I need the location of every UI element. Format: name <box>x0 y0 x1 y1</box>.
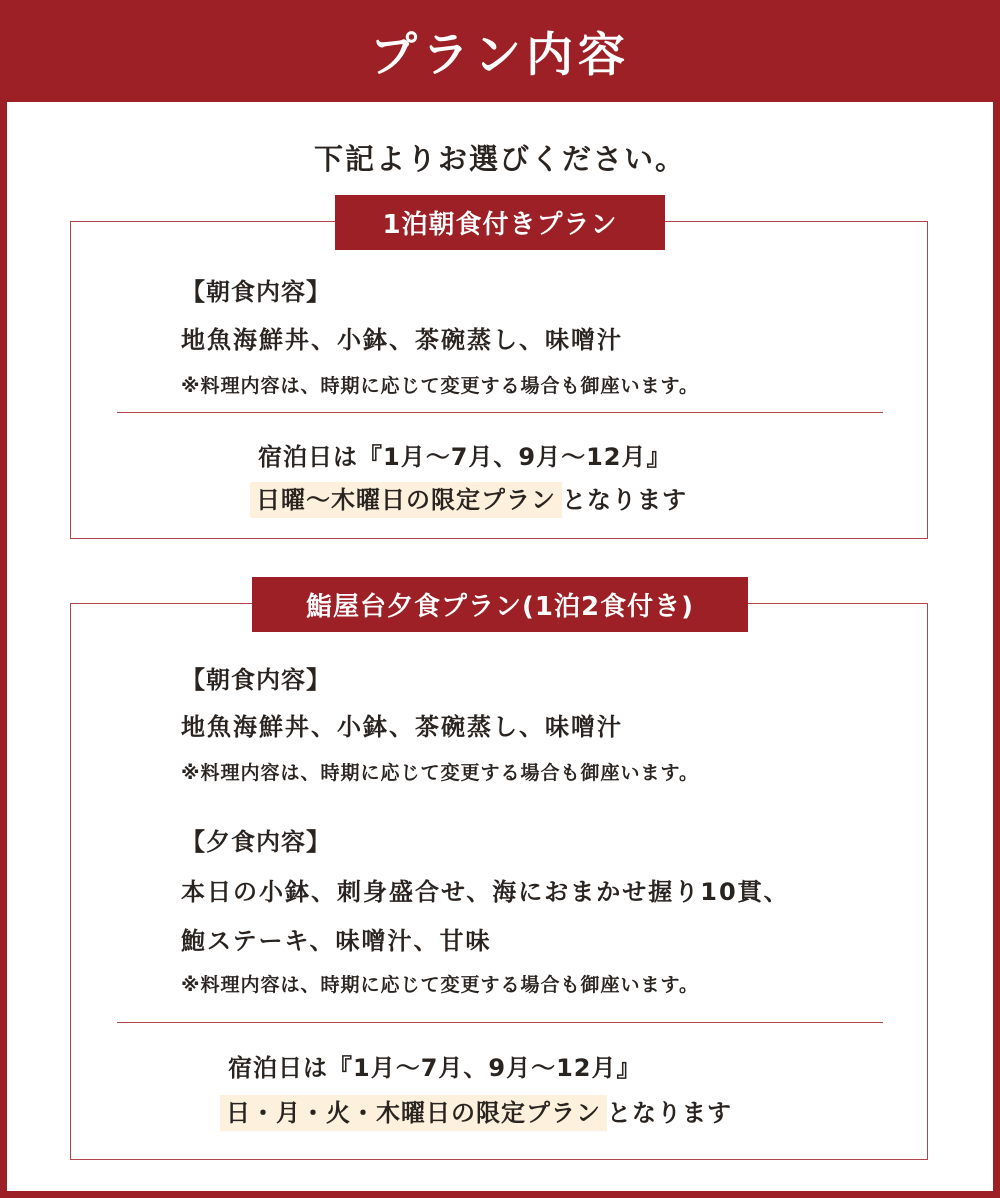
intro-text: 下記よりお選びください。 <box>313 142 686 176</box>
plan2-breakfast-heading: 【朝食内容】 <box>181 666 331 694</box>
plan1-label: 1泊朝食付きプラン <box>335 195 665 250</box>
plan2-breakfast-note: ※料理内容は、時期に応じて変更する場合も御座います。 <box>181 762 699 784</box>
plan2-dinner-menu-2: 鮑ステーキ、味噌汁、甘味 <box>181 927 492 955</box>
plan1-breakfast-menu: 地魚海鮮丼、小鉢、茶碗蒸し、味噌汁 <box>181 326 623 354</box>
plan1-breakfast-heading: 【朝食内容】 <box>181 278 331 306</box>
plan1-limit-highlight: 日曜〜木曜日の限定プラン <box>250 482 562 518</box>
plan1-limit-suffix: となります <box>562 486 687 514</box>
plan2-limit-highlight: 日・月・火・木曜日の限定プラン <box>220 1095 607 1131</box>
plan2-dinner-note: ※料理内容は、時期に応じて変更する場合も御座います。 <box>181 974 699 996</box>
plan2-label: 鮨屋台夕食プラン(1泊2食付き) <box>252 577 748 632</box>
plan1-breakfast-note: ※料理内容は、時期に応じて変更する場合も御座います。 <box>181 375 699 397</box>
plan2-breakfast-menu: 地魚海鮮丼、小鉢、茶碗蒸し、味噌汁 <box>181 713 623 741</box>
plan1-limit-line <box>250 480 687 515</box>
plan2-dinner-menu-1: 本日の小鉢、刺身盛合せ、海におまかせ握り10貫、 <box>181 878 790 906</box>
plan2-limit-suffix: となります <box>607 1099 732 1127</box>
plan2-limit-line <box>220 1093 732 1128</box>
page-title: プラン内容 <box>370 27 630 83</box>
plan1-divider <box>117 412 883 413</box>
plan2-dinner-heading: 【夕食内容】 <box>181 828 331 856</box>
plan2-stay-dates: 宿泊日は『1月〜7月、9月〜12月』 <box>228 1054 642 1082</box>
plan2-divider <box>117 1022 883 1023</box>
plan1-stay-dates: 宿泊日は『1月〜7月、9月〜12月』 <box>258 443 672 471</box>
header-banner <box>0 0 1000 102</box>
